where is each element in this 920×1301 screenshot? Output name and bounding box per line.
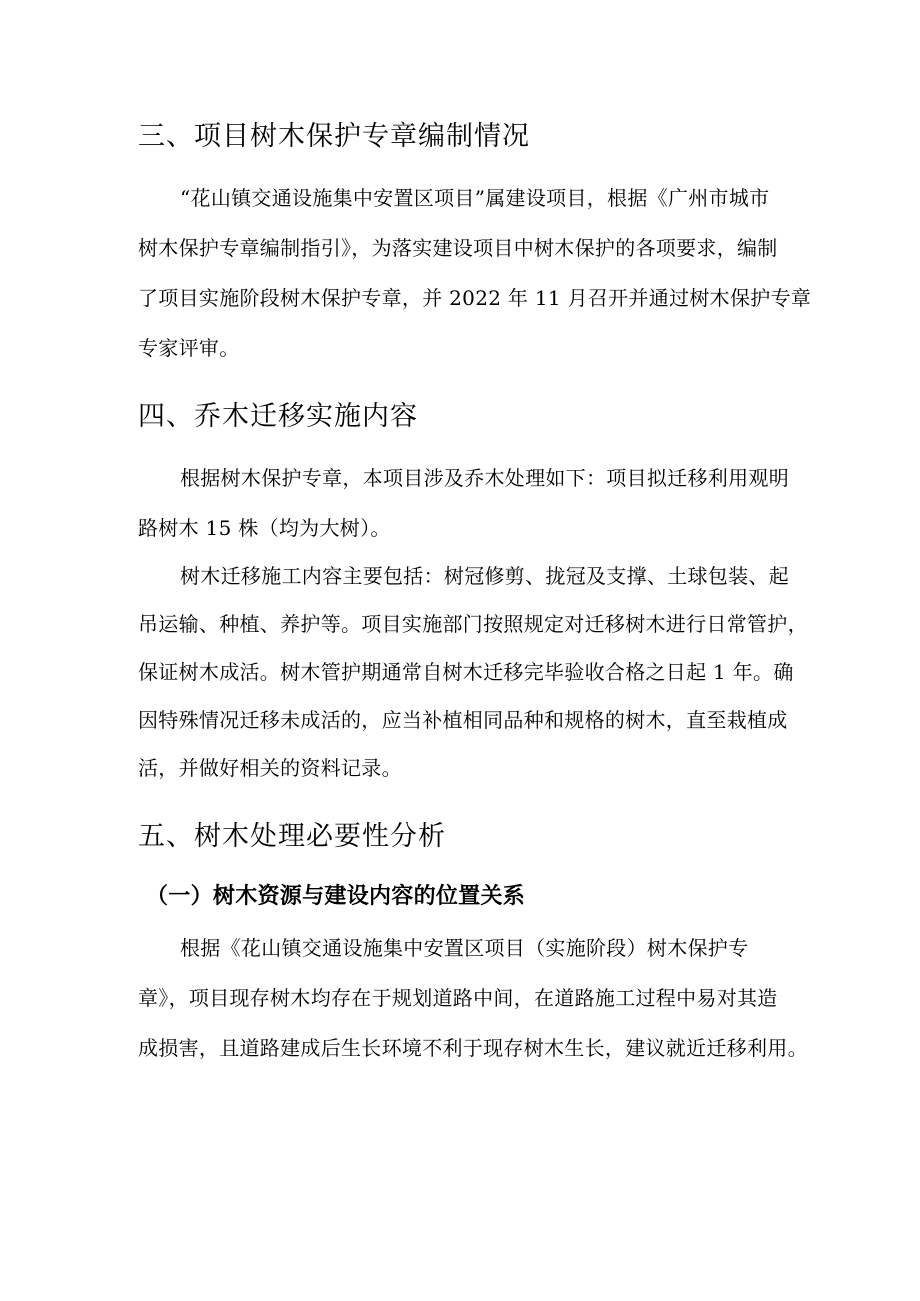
paragraph-line: 路树木 15 株（均为大树）。 — [138, 516, 391, 540]
subsection-heading: （一）树木资源与建设内容的位置关系 — [146, 884, 526, 909]
paragraph-line: 树木保护专章编制指引》，为落实建设项目中树木保护的各项要求，编制 — [138, 236, 778, 260]
section-heading-5: 五、树木处理必要性分析 — [138, 821, 446, 852]
paragraph-line: 根据树木保护专章，本项目涉及乔木处理如下：项目拟迁移利用观明 — [180, 466, 789, 490]
paragraph-line: 因特殊情况迁移未成活的，应当补植相同品种和规格的树木，直至栽植成 — [138, 708, 788, 732]
paragraph-line: 吊运输、种植、养护等。项目实施部门按照规定对迁移树木进行日常管护， — [138, 612, 808, 636]
section-heading-4: 四、乔木迁移实施内容 — [138, 401, 418, 432]
paragraph-line: 专家评审。 — [138, 336, 240, 360]
paragraph-line: 根据《花山镇交通设施集中安置区项目（实施阶段）树木保护专 — [180, 936, 749, 960]
paragraph-line: 成损害，且道路建成后生长环境不利于现存树木生长，建议就近迁移利用。 — [138, 1036, 808, 1060]
paragraph-line: 了项目实施阶段树木保护专章，并 2022 年 11 月召开并通过树木保护专章 — [138, 286, 812, 310]
paragraph-line: “花山镇交通设施集中安置区项目”属建设项目，根据《广州市城市 — [180, 186, 770, 210]
paragraph-line: 树木迁移施工内容主要包括：树冠修剪、拢冠及支撑、土球包装、起 — [180, 564, 789, 588]
paragraph-line: 章》，项目现存树木均存在于规划道路中间，在道路施工过程中易对其造 — [138, 986, 778, 1010]
paragraph-line: 保证树木成活。树木管护期通常自树木迁移完毕验收合格之日起 1 年。确 — [138, 660, 794, 684]
section-heading-3: 三、项目树木保护专章编制情况 — [138, 121, 530, 152]
paragraph-line: 活，并做好相关的资料记录。 — [138, 756, 402, 780]
